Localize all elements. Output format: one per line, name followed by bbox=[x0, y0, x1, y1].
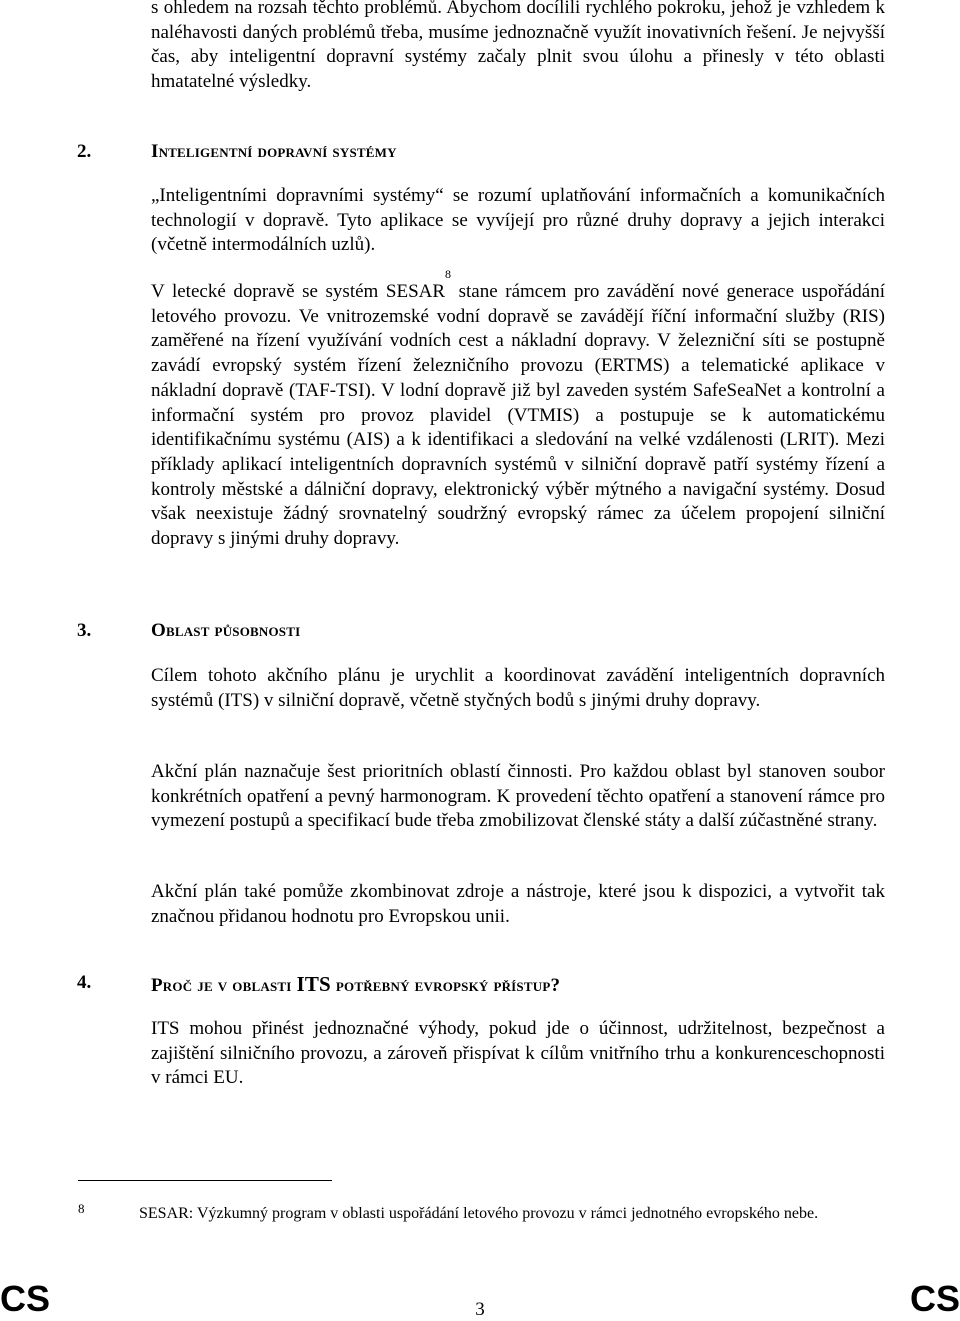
intro-paragraph: s ohledem na rozsah těchto problémů. Abychom docílili rychlého pokroku, jehož je vzhledem k naléhavosti daných problémů třeba, musíme jednoznačně využít inovativních řešení. Je nejvyšší čas, aby inteligentní dopravní systémy začaly plnit svou úlohu a přinesly v této oblasti hmatatelné výsledky. bbox=[151, 0, 885, 93]
section-3-paragraph-2: Akční plán naznačuje šest prioritních oblastí činnosti. Pro každou oblast byl stanoven soubor konkrétních opatření a pevný harmonogram. K provedení těchto opatření a stanovení rámce pro vymezení postupů a specifikací bude třeba zmobilizovat členské státy a další zúčastněné strany. bbox=[151, 761, 885, 832]
section-3-paragraph-1: Cílem tohoto akčního plánu je urychlit a koordinovat zavádění inteligentních dopravních systémů (ITS) v silniční dopravě, včetně styčných bodů s jinými druhy dopravy. bbox=[151, 665, 885, 711]
section-heading-3 bbox=[0, 620, 960, 650]
section-title: Inteligentní dopravní systémy bbox=[151, 141, 397, 162]
footer-language-left: CS bbox=[0, 1278, 51, 1319]
section-4-paragraph-1: ITS mohou přinést jednoznačné výhody, pokud jde o účinnost, udržitelnost, bezpečnost a zajištění silničního provozu, a zároveň přispívat k cílům vnitřního trhu a konkurenceschopnosti v rámci EU. bbox=[151, 1018, 885, 1089]
paragraph-lead: V letecké dopravě se systém SESAR bbox=[151, 281, 446, 302]
section-title-part: potřebný evropský přístup bbox=[330, 975, 551, 996]
section-number: 3. bbox=[77, 620, 92, 641]
page-number: 3 bbox=[475, 1299, 485, 1320]
section-heading-2 bbox=[0, 141, 960, 171]
footnote-reference[interactable]: 8 bbox=[445, 267, 452, 281]
section-title: Oblast působnosti bbox=[151, 620, 301, 641]
footer-language-right: CS bbox=[909, 1278, 960, 1319]
section-2-paragraph-2 bbox=[151, 267, 885, 552]
footnote-mark: 8 bbox=[78, 1201, 85, 1216]
paragraph-body: stane rámcem pro zavádění nové generace uspořádání letového provozu. Ve vnitrozemské vodní dopravě se zavádějí říční informační služby (RIS) zaměřené na řízení využívání vodních cest a nákladní dopravy. V železniční síti se postupně zavádí evropský systém řízení železničního provozu (ERTMS) a telematické aplikace v nákladní dopravě (TAF-TSI). V lodní dopravě již byl zaveden systém SafeSeaNet a kontrolní a informační systém pro provoz plavidel (VTMIS) a postupuje se k automatickému identifikačnímu systému (AIS) a k identifikaci a sledování na velké vzdálenosti (LRIT). Mezi příklady aplikací inteligentních dopravních systémů v silniční dopravě patří systémy řízení a kontroly městské a dálniční dopravy, elektronický výběr mýtného a navigační systémy. Dosud však neexistuje žádný srovnatelný soudržný evropský rámec za účelem propojení silniční dopravy s jinými druhy dopravy. bbox=[151, 281, 885, 550]
section-3-paragraph-3: Akční plán také pomůže zkombinovat zdroje a nástroje, které jsou k dispozici, a vytvořit tak značnou přidanou hodnotu pro Evropskou unii. bbox=[151, 881, 885, 927]
section-number: 2. bbox=[77, 141, 92, 162]
section-title-its: ITS bbox=[296, 972, 331, 996]
footnote-separator bbox=[78, 1180, 332, 1181]
section-title bbox=[151, 972, 560, 997]
section-title-end: ? bbox=[550, 975, 561, 996]
section-2-paragraph-1: „Inteligentními dopravními systémy“ se rozumí uplatňování informačních a komunikačních technologií v dopravě. Tyto aplikace se vyvíjejí pro různé druhy dopravy a jejich interakci (včetně intermodálních uzlů). bbox=[151, 185, 885, 256]
section-heading-4 bbox=[0, 972, 960, 1002]
section-title-part: Proč je v oblasti bbox=[151, 975, 297, 996]
section-number: 4. bbox=[77, 972, 92, 993]
footnote-text: SESAR: Výzkumný program v oblasti uspořádání letového provozu v rámci jednotného evropského nebe. bbox=[139, 1205, 819, 1222]
